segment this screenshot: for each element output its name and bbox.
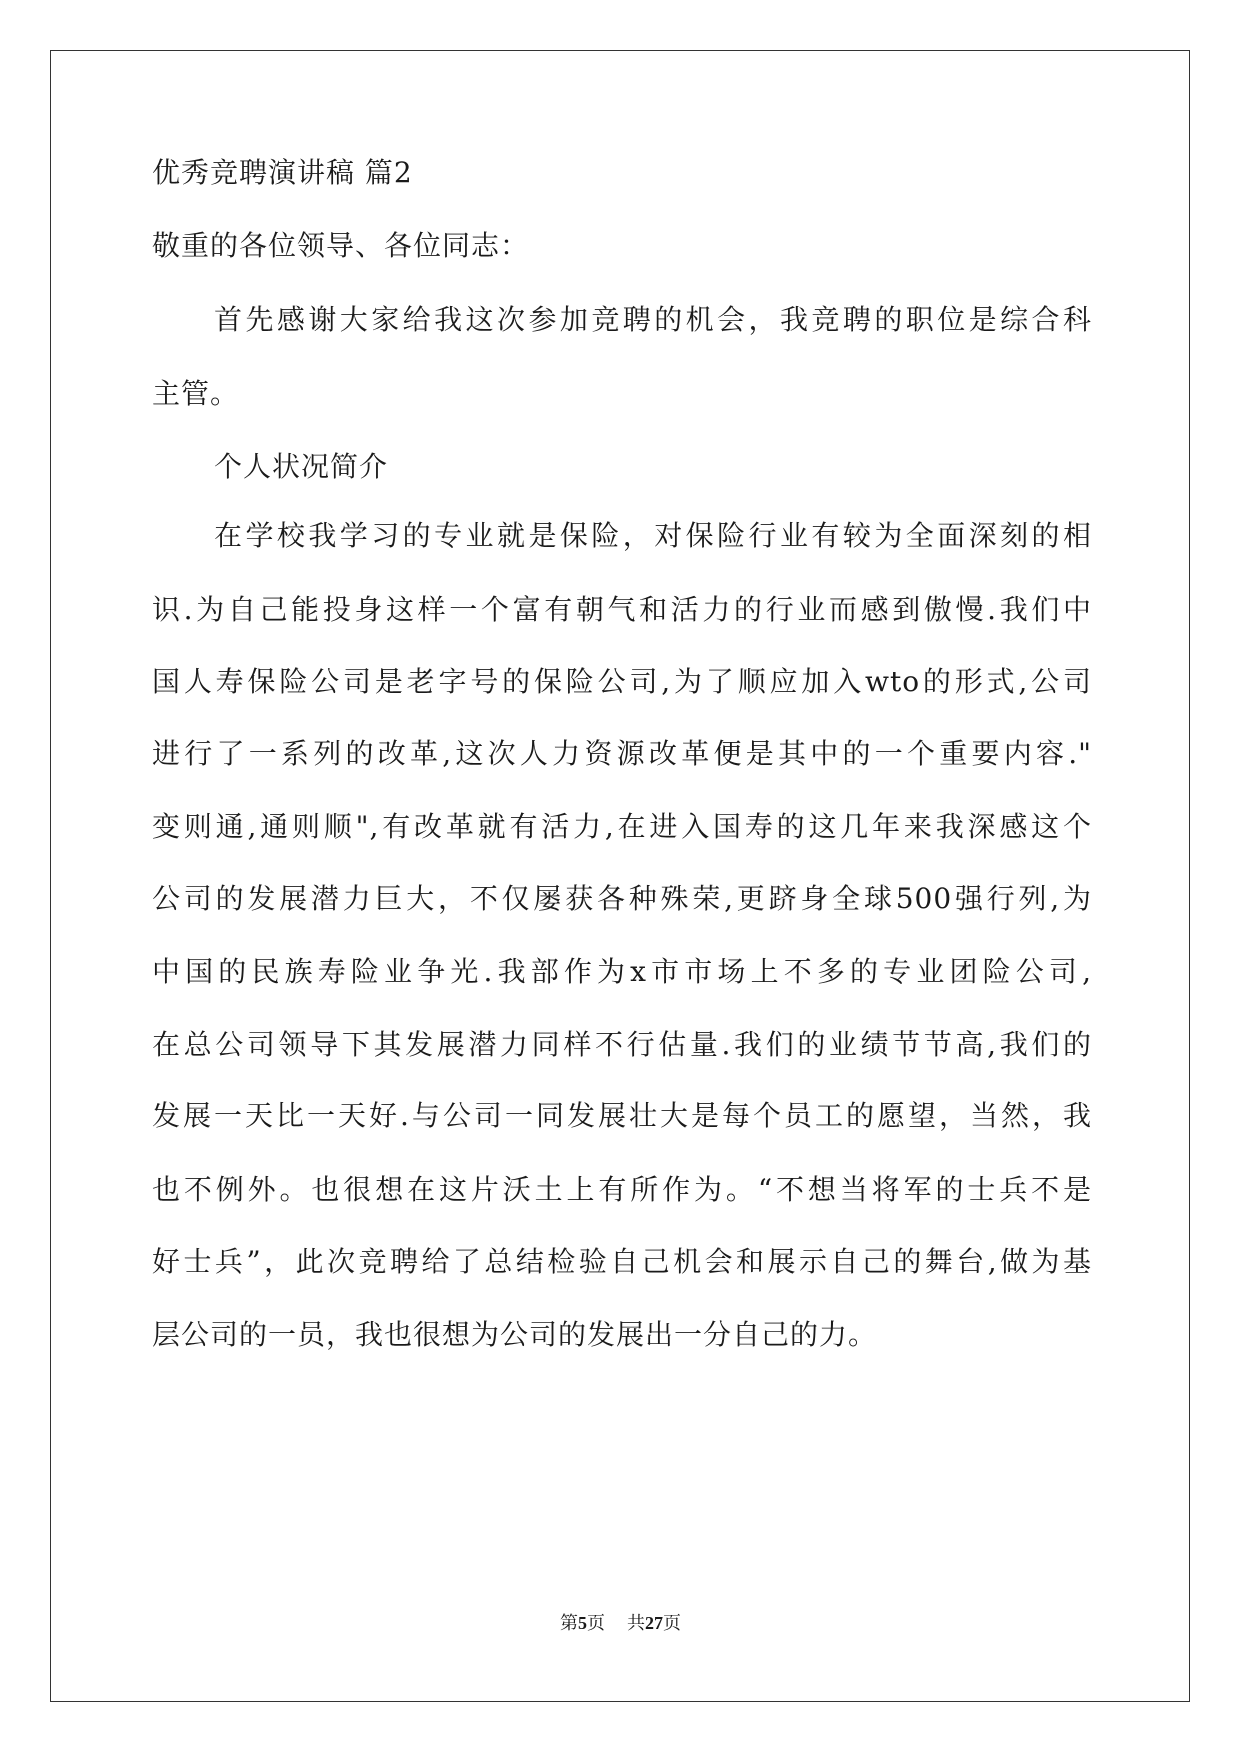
salutation: 敬重的各位领导、各位同志： [152, 229, 530, 262]
paragraph-line: 公司的发展潜力巨大，不仅屡获各种殊荣,更跻身全球500强行列,为 [152, 882, 1092, 915]
paragraph-line: 好士兵”，此次竞聘给了总结检验自己机会和展示自己的舞台,做为基 [152, 1245, 1092, 1278]
paragraph-line: 识.为自己能投身这样一个富有朝气和活力的行业而感到傲慢.我们中 [152, 593, 1092, 626]
section-heading: 优秀竞聘演讲稿 篇2 [152, 156, 413, 189]
paragraph-line: 主管。 [152, 377, 240, 410]
page-suffix: 页 [587, 1613, 605, 1633]
subheading: 个人状况简介 [214, 450, 389, 483]
paragraph-line: 在学校我学习的专业就是保险，对保险行业有较为全面深刻的相 [214, 519, 1092, 552]
paragraph-line: 中国的民族寿险业争光.我部作为x市市场上不多的专业团险公司, [152, 955, 1092, 988]
paragraph-line: 国人寿保险公司是老字号的保险公司,为了顺应加入wto的形式,公司 [152, 665, 1092, 698]
total-prefix: 共 [627, 1613, 645, 1633]
paragraph-line: 变则通,通则顺",有改革就有活力,在进入国寿的这几年来我深感这个 [152, 810, 1092, 843]
paragraph-line: 也不例外。也很想在这片沃土上有所作为。“不想当将军的士兵不是 [152, 1173, 1092, 1206]
page-total: 27 [645, 1613, 663, 1633]
paragraph-line: 首先感谢大家给我这次参加竞聘的机会，我竞聘的职位是综合科 [214, 303, 1092, 336]
total-suffix: 页 [663, 1613, 681, 1633]
paragraph-line: 在总公司领导下其发展潜力同样不行估量.我们的业绩节节高,我们的 [152, 1028, 1092, 1061]
paragraph-line: 层公司的一员，我也很想为公司的发展出一分自己的力。 [152, 1318, 878, 1351]
page-prefix: 第 [560, 1613, 578, 1633]
paragraph-line: 进行了一系列的改革,这次人力资源改革便是其中的一个重要内容." [152, 737, 1092, 770]
paragraph-line: 发展一天比一天好.与公司一同发展壮大是每个员工的愿望，当然，我 [152, 1099, 1092, 1132]
page-number-footer [0, 1612, 1241, 1634]
page-current: 5 [578, 1613, 587, 1633]
page-border [50, 50, 1190, 1702]
